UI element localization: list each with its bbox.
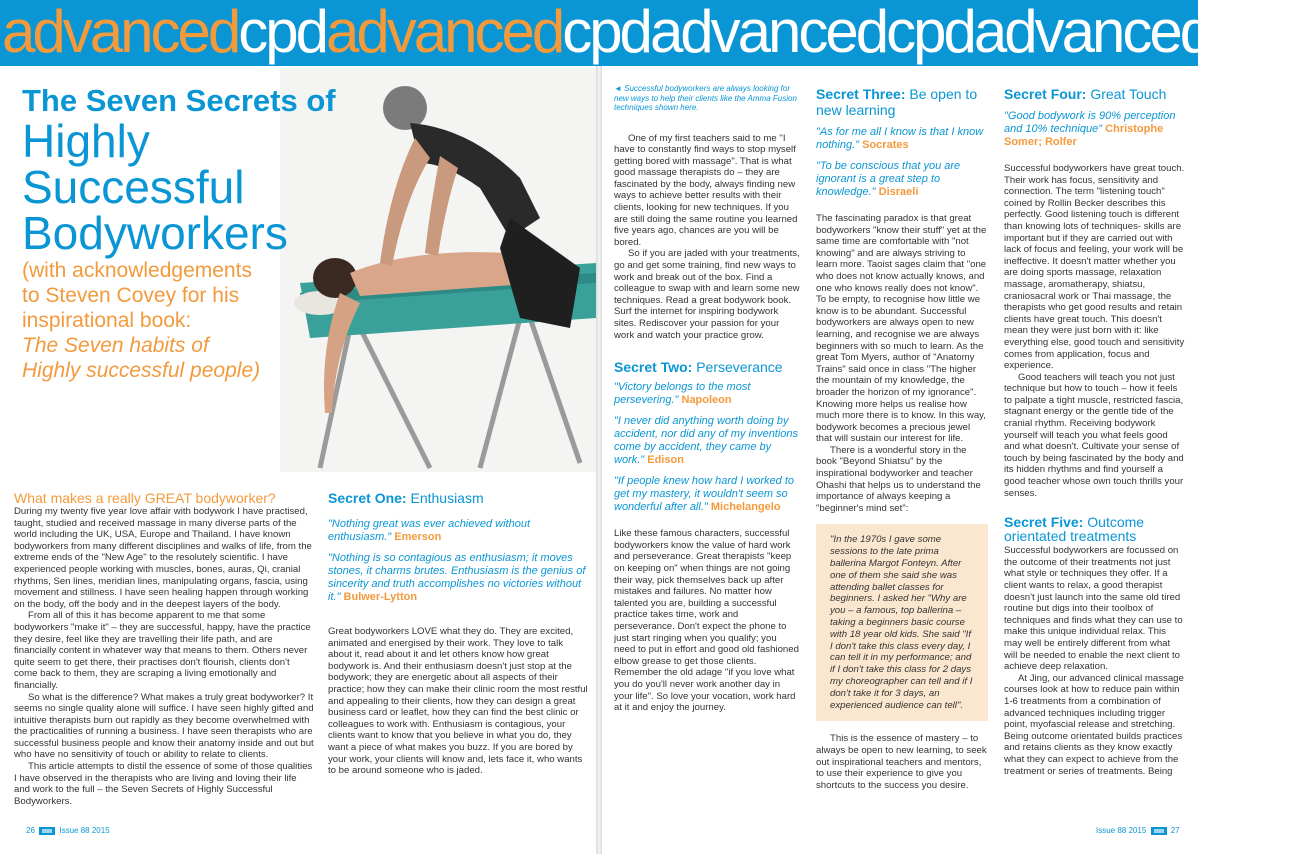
quote-author: Emerson <box>394 531 442 543</box>
paragraph: Successful bodyworkers are focussed on the outcome of their treatments not just what style or techniques they offer. If a client wants to relax, a good therapist doesn't just launch into the same old tired routine but digs into their toolbox of techniques and finds what they can use to make this unique individual relax. This may well be entirely different from what will be needed to enable the next client to achieve deep relaxation. <box>1004 545 1183 673</box>
quote-author: Edison <box>647 454 684 467</box>
photo-caption: ◄ Successful bodyworkers are always looking for new ways to help their clients like the Amma Fusion techniques shown here. <box>614 84 797 112</box>
quote <box>816 126 988 152</box>
section-heading-secret-two <box>614 359 800 375</box>
section-heading-great-bodyworker: What makes a really GREAT bodyworker? <box>14 490 276 506</box>
column-5 <box>1004 86 1186 777</box>
quote <box>328 552 588 604</box>
paragraph: Like these famous characters, successful bodyworkers know the value of hard work and perseverance. Great therapists "keep on keeping on" when things are not going their way, pick themselves back up after mistakes and failures. No matter how talented you are, building a successful practice takes time, work and perseverance. Don't expect the phone to just start ringing when you qualify; you need to put in effort and good old fashioned elbow grease to get those clients. Remember the old adage "if you love what you do you'll never work another day in your life". So love your vocation, work hard at it and enjoy the journey. <box>614 528 799 714</box>
header-banner <box>0 0 1298 66</box>
heading-bold: Secret Three: <box>816 86 906 102</box>
heading-light: Be open to new learning <box>816 86 978 118</box>
issue-right: Issue 88 2015 <box>1096 826 1147 835</box>
column-1 <box>14 490 314 807</box>
quote <box>614 475 800 514</box>
heading-light: Great Touch <box>1090 86 1167 102</box>
page-gutter <box>596 66 602 854</box>
quote-box: "In the 1970s I gave some sessions to the late prima ballerina Margot Fonteyn. After one of them she said she was attending ballet classes for beginners. I asked her "Why are you – a famous, top ballerina – taking a beginners basic course with 18 year old kids. She said "If I don't take this class every day, I can tell it in my performance; and if I don't take this class for 2 days my choreographer can tell and if I don't take it for 3 days, an experienced audience can tell". <box>816 524 988 721</box>
paragraph: Successful bodyworkers have great touch. Their work has focus, sensitivity and connection. The term "listening touch" coined by Rollin Becker describes this perfectly. Good listening touch is different than knowing lots of techniques- skills are important but if they are carried out with lack of focus and feeling, your work will be ineffective. It doesn't matter whether you are doing sports massage, relaxation massage, aromatherapy, shiatsu, craniosacral work or Thai massage, the therapists who get good results and retain clients have great touch. This doesn't mean they were just born with it: like everything else, good touch and sensitivity comes from application, focus and experience. <box>1004 163 1185 372</box>
quote-text: "Good bodywork is 90% perception and 10% technique" <box>1004 110 1176 135</box>
section-heading-secret-five <box>1004 515 1186 543</box>
heading-light: Perseverance <box>696 359 783 376</box>
quote-author: Napoleon <box>681 394 732 407</box>
article-title-line2: Highly Successful Bodyworkers <box>22 115 288 259</box>
heading-light: Outcome orientated treatments <box>1004 514 1145 545</box>
quote-author: Michelangelo <box>710 501 781 514</box>
heading-light: Enthusiasm <box>410 490 484 506</box>
quote-author: Bulwer-Lytton <box>343 591 418 603</box>
heading-bold: Secret Five: <box>1004 514 1084 531</box>
article-subtitle <box>22 258 272 383</box>
banner-segment: advanced <box>2 0 239 65</box>
paragraph: At Jing, our advanced clinical massage courses look at how to reduce pain within 1-6 treatments from a combination of advanced techniques including trigger point, myofascial release and stretching. Being outcome orientated builds practices and retains clients as they know exactly what they can expect to achieve from the treatment or series of treatments. Being <box>1004 672 1184 777</box>
paragraph: There is a wonderful story in the book "Beyond Shiatsu" by the inspirational bodyworker and teacher Ohashi that helps us to understand the importance of always keeping a "beginner's mind set": <box>816 444 981 514</box>
paragraph: During my twenty five year love affair with bodywork I have practised, taught, studied and received massage in many diverse parts of the world including the UK, USA, Europe and Thailand. I have known bodyworkers from many different disciplines and walks of life, from the extreme ends of the "New Age" to the resolutely scientific. I have experienced people working with muscles, bones, auras, Qi, cranial rhythms, Sen lines, meridian lines, manipulating organs, fascia, using movement and stillness. I have seen healing happen through working on the body, off the body and in the deepest layers of the body. <box>14 506 312 610</box>
heading-bold: Secret Four: <box>1004 86 1087 102</box>
banner-segment: advanced <box>973 0 1211 65</box>
issue-left: Issue 88 2015 <box>59 826 110 835</box>
quote-text: "If people knew how hard I worked to get my mastery, it wouldn't seem so wonderful after all." <box>614 475 795 514</box>
subtitle-italic: The Seven habits of Highly successful people) <box>22 334 261 382</box>
column-3 <box>614 84 800 714</box>
banner-segment: cpd <box>238 0 326 65</box>
footer-right <box>1096 826 1180 835</box>
paragraph: So what is the difference? What makes a truly great bodyworker? It seems no single quality alone will suffice. I have seen highly gifted and intuitive therapists burn out rapidly as they become overwhelmed with the practicalities of running a business. I have seen therapists who are successful business people and know their anatomy inside and out but who have no sensitivity of touch or ability to relate to clients. <box>14 691 314 761</box>
quote-text: "To be conscious that you are ignorant is a great step to knowledge." <box>816 160 961 198</box>
paragraph: This is the essence of mastery – to always be open to new learning, to seek out inspirational teachers and mentors, to use their experience to give you shortcuts to the success you desire. <box>816 733 987 791</box>
heading-bold: Secret Two: <box>614 359 693 376</box>
column-2 <box>328 490 588 777</box>
section-heading-secret-one <box>328 490 588 506</box>
paragraph: From all of this it has become apparent to me that some bodyworkers "make it" – they are successful, happy, have the practice they desire, feel like they are travelling their life path, and are financially content in whatever way that means to them. Others never quite seem to get there, their practises don't flourish, clients don't come back to them, they are scraping a living emotionally and financially. <box>14 610 311 691</box>
quote-text: "Nothing is so contagious as enthusiasm; it moves stones, it charms brutes. Enthusiasm is the genius of sincerity and truth accomplishes no victories without it." <box>328 552 586 603</box>
section-heading-secret-three <box>816 86 988 118</box>
quote-text: "I never did anything worth doing by accident, nor did any of my inventions come by accident, they came by work." <box>614 415 799 467</box>
paragraph: Good teachers will teach you not just technique but how to touch – how it feels to palpate a tight muscle, restricted fascia, stagnant energy or the gentle tide of the cranial rhythm. Receiving bodywork yourself will teach you what feels good and what doesn't. Cultivate your sense of touch by being fascinated by the body and its hidden rhythms and find yourself a good teacher whose own touch thrills your senses. <box>1004 371 1184 499</box>
magazine-logo-icon <box>39 827 55 835</box>
banner-segment: advanced <box>649 0 887 65</box>
quote-text: "Victory belongs to the most persevering." <box>614 381 751 407</box>
quote <box>614 415 800 467</box>
magazine-logo-icon <box>1151 827 1167 835</box>
footer-left <box>26 826 110 835</box>
paragraph: This article attempts to distil the essence of some of those qualities I have observed in the therapists who are living and loving their life and work to the full – the Seven Secrets of Highly Successful Bodyworkers. <box>14 761 313 807</box>
quote-author: Christophe Somer; Rolfer <box>1004 123 1164 148</box>
banner-segment: cpd <box>1210 0 1298 65</box>
quote-author: Socrates <box>862 139 909 151</box>
section-heading-secret-four <box>1004 86 1186 102</box>
quote-text: "As for me all I know is that I know nothing." <box>816 126 984 151</box>
paragraph: One of my first teachers said to me "I have to constantly find ways to stop myself getting bored with massage". That is what good massage therapists do – they are fascinated by the body, always finding new ways to achieve better results with their clients, looking for new techniques. If you are still doing the same routine you learned five years ago, chances are you will be bored. <box>614 132 798 248</box>
banner-wordmark <box>2 0 1298 72</box>
banner-segment: cpd <box>886 0 974 65</box>
quote <box>614 381 800 407</box>
quote-author: Disraeli <box>878 186 919 198</box>
paragraph: The fascinating paradox is that great bodyworkers "know their stuff" yet at the same time are comfortable with "not knowing" and are always striving to learn more. Taoist sages claim that "one who does not know actually knows, and one who knows really does not know". To be empty, to recognise how little we know is to be abundant. Successful bodyworkers are always open to new learning, and recognise we are always beginners with so much to learn. As the great Tom Myers, author of "Anatomy Trains" said once in class "The higher the mountain of my knowledge, the broader the horizon of my ignorance". Knowing more helps us realise how much more there is to know. In this way, bodywork becomes a precious jewel that will sustain our interest for life. <box>816 213 987 445</box>
quote-text: "Nothing great was ever achieved without enthusiasm." <box>328 518 531 543</box>
paragraph: So if you are jaded with your treatments, go and get some training, find new ways to work and break out of the box. Find a colleague to swap with and learn some new techniques. Read a great bodywork book. Surf the internet for inspiring bodywork sites. Rediscover your passion for your work and watch your practice grow. <box>614 248 800 341</box>
page-number-right: 27 <box>1170 826 1180 835</box>
quote <box>328 518 588 544</box>
banner-segment: advanced <box>325 0 563 65</box>
column-4 <box>816 86 988 791</box>
article-title-line1: The Seven Secrets of <box>22 83 336 118</box>
banner-segment: cpd <box>562 0 650 65</box>
paragraph: Great bodyworkers LOVE what they do. They are excited, animated and energised by their work. They love to talk about it, read about it and let others know how great bodywork is. And their enthusiasm doesn't just stop at the bodywork; they are energetic about all aspects of their practice; how they can make their clinic room the most restful and appealing to their clients, how they can design a great business card or leaflet, how they can find the best clinic or colleagues to work with. Enthusiasm is contagious, your clients want to know that you believe in what you do, they want a piece of what makes you buzz. If you are bored by your work, your clients will know and, lets face it, who wants to be around someone who is jaded. <box>328 626 588 777</box>
quote <box>816 160 988 199</box>
quote <box>1004 110 1186 149</box>
page-number-left: 26 <box>26 826 35 835</box>
heading-bold: Secret One: <box>328 490 407 506</box>
subtitle-normal: (with acknowledgements to Steven Covey for his inspirational book: <box>22 259 252 332</box>
